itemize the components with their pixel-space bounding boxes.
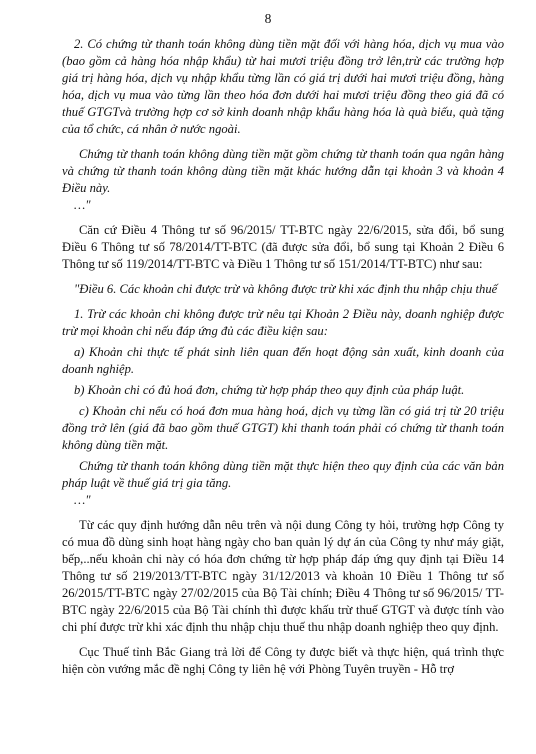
- quoted-condition-b: b) Khoản chi có đủ hoá đơn, chứng từ hợp pháp theo quy định của pháp luật.: [74, 383, 465, 397]
- page-number: 8: [264, 11, 272, 26]
- quoted-article-6-heading: "Điều 6. Các khoản chi được trừ và không được trừ khi xác định thu nhập chịu thuế: [74, 282, 498, 296]
- quoted-non-cash-rule: Chứng từ thanh toán không dùng tiền mặt thực hiện theo quy định của các văn bản pháp luật về thuế giá trị gia tăng.: [62, 459, 504, 490]
- quoted-article-6-item-1: 1. Trừ các khoản chi không được trừ nêu tại Khoản 2 Điều này, doanh nghiệp được trừ mọi khoản chi nếu đáp ứng đủ các điều kiện sau:: [62, 307, 504, 338]
- quoted-condition-a: a) Khoản chi thực tế phát sinh liên quan đến hoạt động sản xuất, kinh doanh của doanh nghiệp.: [62, 345, 504, 376]
- quoted-non-cash-definition: Chứng từ thanh toán không dùng tiền mặt gồm chứng từ thanh toán qua ngân hàng và chứng từ thanh toán không dùng tiền mặt khác hướng dẫn tại khoản 3 và khoản 4 Điều này.: [62, 147, 504, 195]
- document-body: [62, 36, 504, 678]
- quoted-clause-2: 2. Có chứng từ thanh toán không dùng tiền mặt đối với hàng hóa, dịch vụ mua vào (bao gồm cả hàng hóa nhập khẩu) từ hai mươi triệu đồng trở lên,trừ các trường hợp giá trị hàng hóa, dịch vụ nhập khẩu từng lần có giá trị dưới hai mươi triệu đồng, hàng hóa, dịch vụ mua vào từng lần theo hóa đơn dưới hai mươi triệu đồng theo giá đã có thuế GTGTvà trường hợp cơ sở kinh doanh nhập khẩu hàng hóa là quà biếu, quà tặng của tổ chức, cá nhân ở nước ngoài.: [62, 37, 504, 136]
- conclusion-paragraph: Từ các quy định hướng dẫn nêu trên và nội dung Công ty hỏi, trường hợp Công ty có mua đồ dùng sinh hoạt hàng ngày cho ban quản lý dự án của Công ty như máy giặt, bếp,..nếu khoản chi này có hóa đơn chứng từ hợp pháp đáp ứng quy định tại Điều 14 Thông tư số 219/2013/TT-BTC ngày 31/12/2013 và khoản 10 Điều 1 Thông tư số 26/2015/TT-BTC ngày 27/02/2015 của Bộ Tài chính; Điều 4 Thông tư số 96/2015/ TT-BTC ngày 22/6/2015 của Bộ Tài chính thì được khấu trừ thuế GTGT và được tính vào chi phí được trừ khi xác định thu nhập chịu thuế thu nhập doanh nghiệp theo quy định.: [62, 518, 504, 634]
- quoted-condition-c: c) Khoản chi nếu có hoá đơn mua hàng hoá, dịch vụ từng lần có giá trị từ 20 triệu đồng trở lên (giá đã bao gồm thuế GTGT) khi thanh toán phải có chứng từ thanh toán không dùng tiền mặt.: [62, 404, 504, 452]
- closing-paragraph: Cục Thuế tỉnh Bắc Giang trả lời để Công ty được biết và thực hiện, quá trình thực hiện còn vướng mắc đề nghị Công ty liên hệ với Phòng Tuyên truyền - Hỗ trợ: [62, 645, 504, 676]
- legal-basis-paragraph: Căn cứ Điều 4 Thông tư số 96/2015/ TT-BTC ngày 22/6/2015, sửa đổi, bổ sung Điều 6 Thông tư số 78/2014/TT-BTC (đã được sửa đổi, bổ sung tại Khoản 2 Điều 6 Thông tư số 119/2014/TT-BTC và Điều 1 Thông tư số 151/2014/TT-BTC) như sau:: [62, 223, 504, 271]
- quote-ellipsis: …": [74, 198, 91, 212]
- quote-ellipsis-2: …": [74, 493, 91, 507]
